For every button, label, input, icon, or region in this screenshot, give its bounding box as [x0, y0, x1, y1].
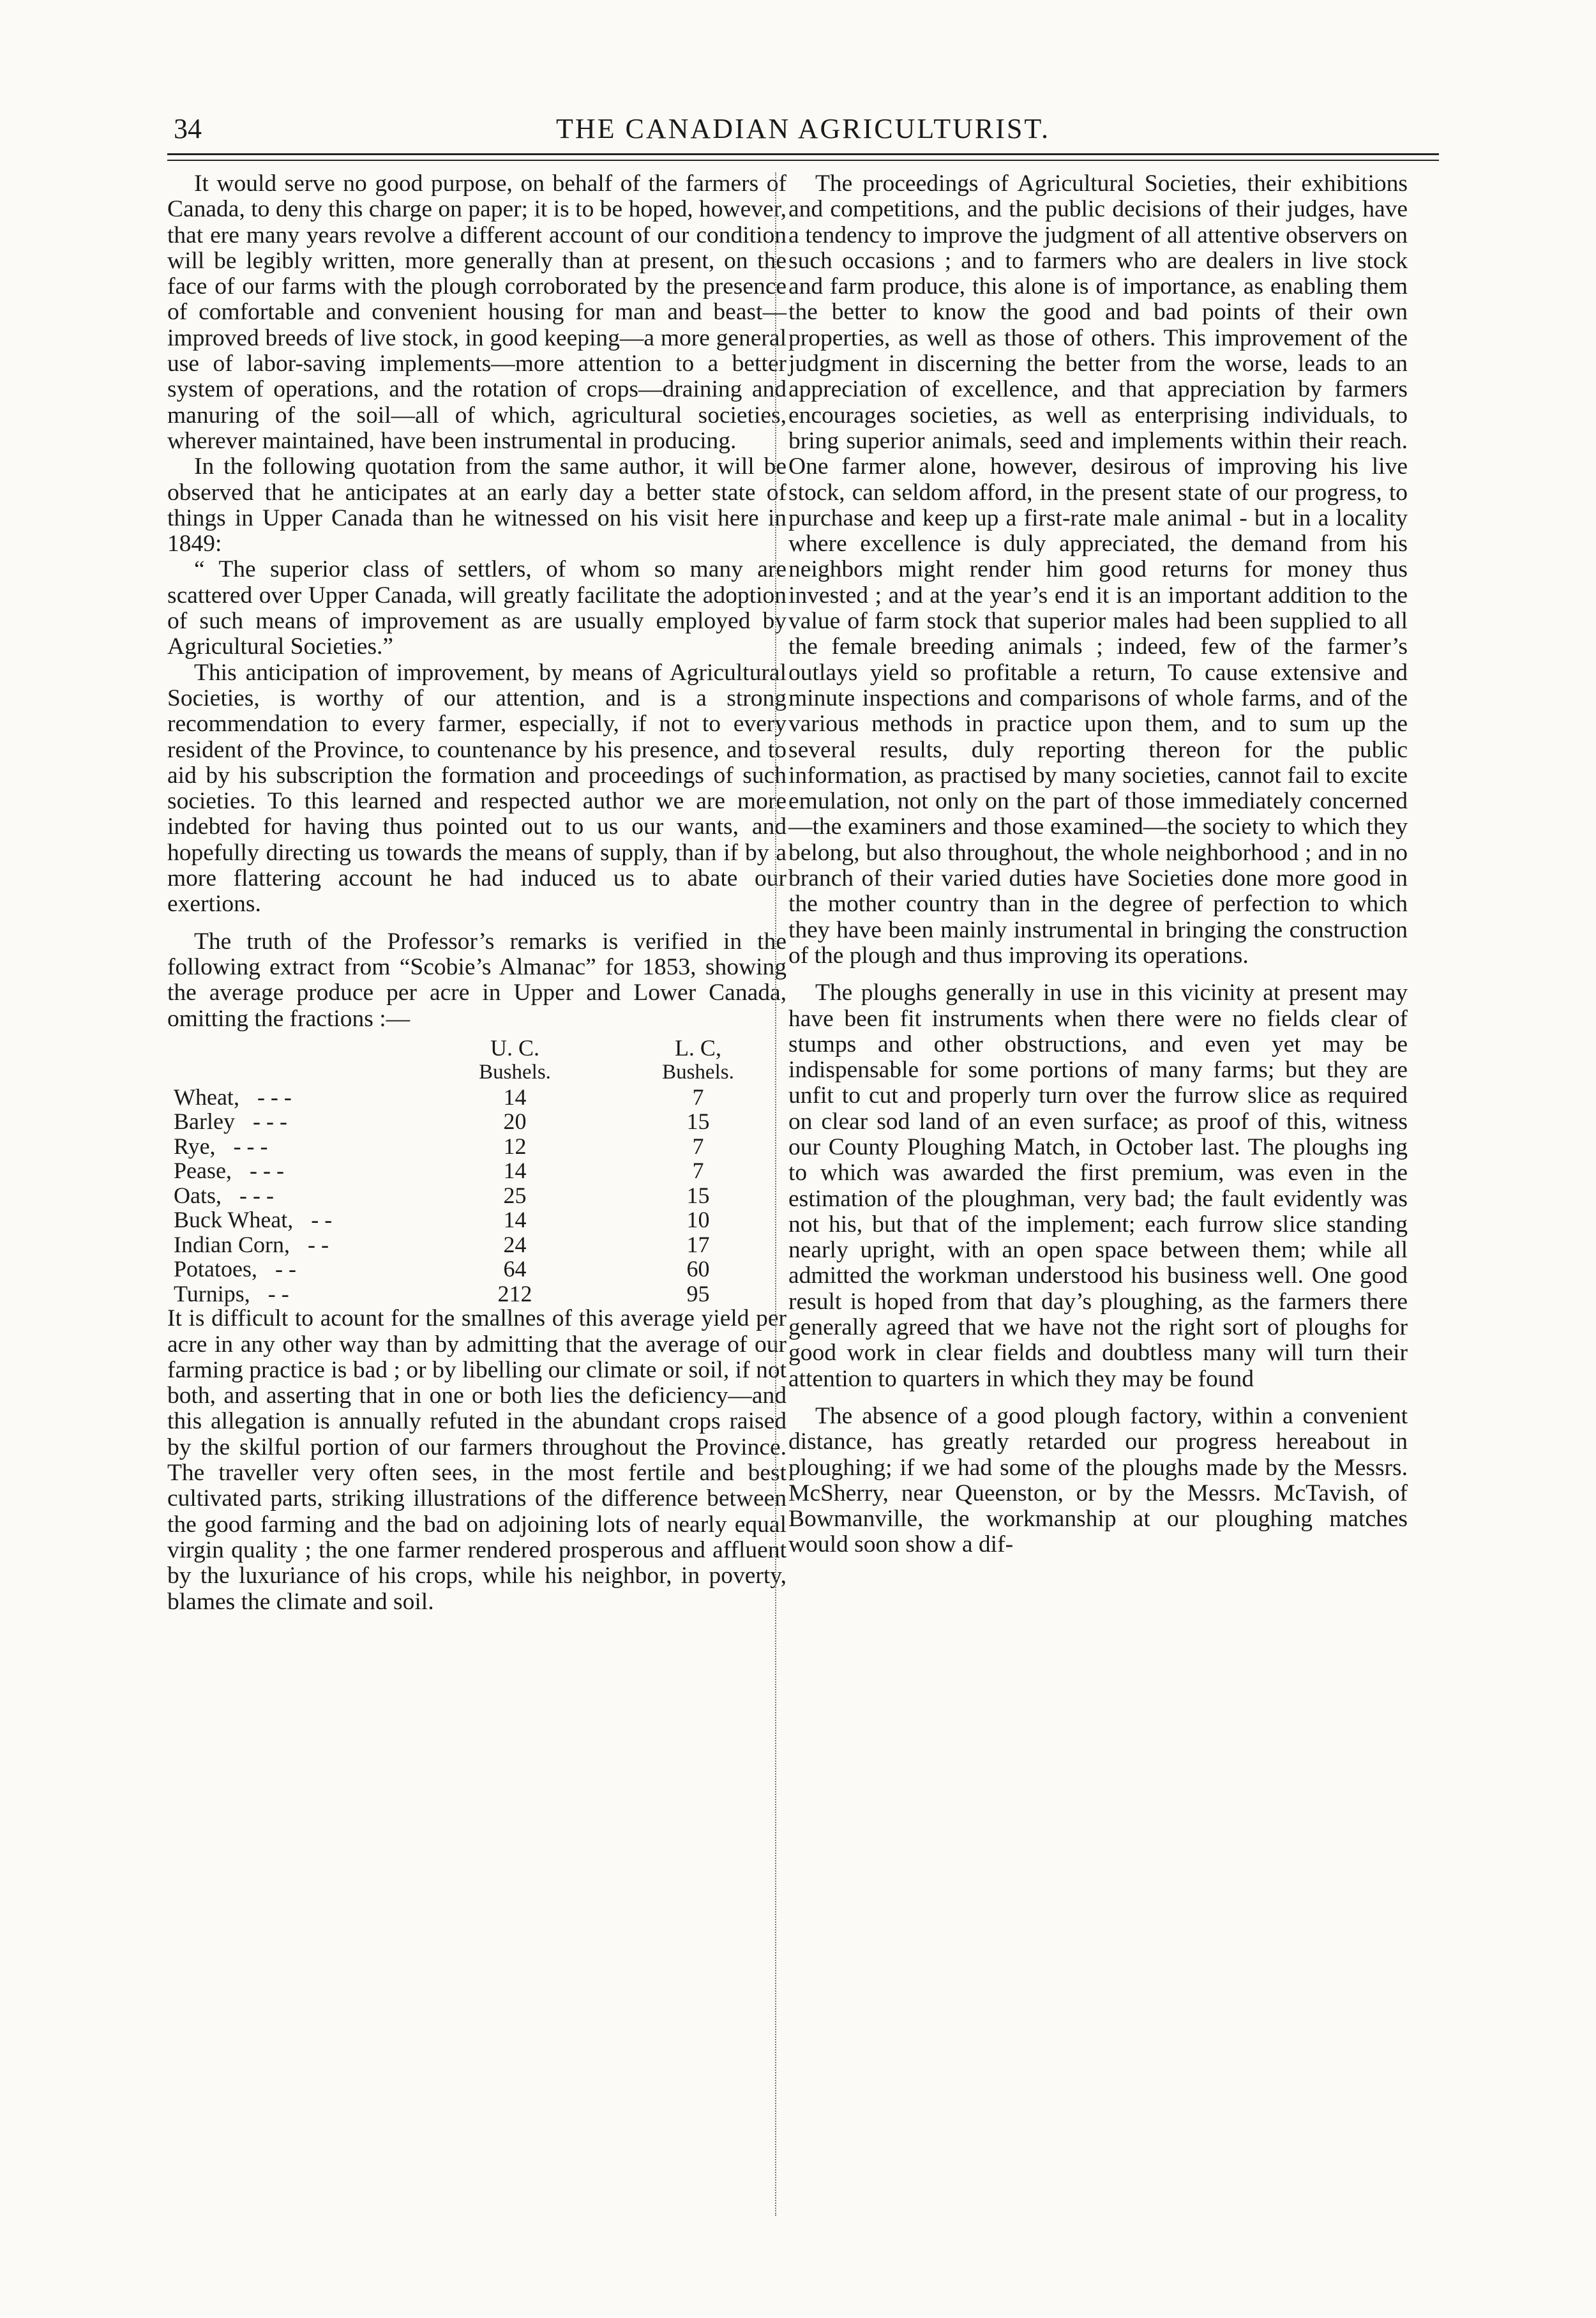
crop-yield-table: [167, 1036, 787, 1307]
block-quote: “ The superior class of settlers, of whom so many are scattered over Upper Canada, will greatly facilitate the adoption of such means of improvement as are usually employed by Agricultural Societies.”: [167, 556, 787, 660]
crop-name: Rye, - - -: [174, 1133, 268, 1159]
table-header-uc: U. C.: [490, 1034, 540, 1061]
table-unit-lc: Bushels.: [662, 1061, 734, 1084]
paragraph: It would serve no good purpose, on behalf of the farmers of Canada, to deny this charge on paper; it is to be hoped, however, that ere many years revolve a different account of our condition will be legibly written, more generally than at present, on the face of our farms with the plough corroborated by the presence of comfortable and convenient housing for man and beast—improved breeds of live stock, in good keeping—a more general use of labor-saving implements—more attention to a better system of operations, and the rotation of crops—draining and manuring of the soil—all of which, agricultural societies, wherever maintained, have been instrumental in producing.: [167, 170, 787, 454]
running-title: THE CANADIAN AGRICULTURIST.: [556, 113, 1050, 144]
header-rule-double: [167, 160, 1439, 161]
table-row: [167, 1208, 787, 1232]
crop-name: Wheat, - - -: [174, 1084, 292, 1110]
lc-value: 7: [692, 1084, 704, 1110]
lc-value: 60: [686, 1256, 710, 1282]
table-body: [167, 1085, 787, 1307]
crop-name: Barley - - -: [174, 1109, 287, 1135]
table-row: [167, 1282, 787, 1307]
table-row: [167, 1158, 787, 1183]
table-row: [167, 1085, 787, 1110]
crop-name: Buck Wheat, - -: [174, 1207, 333, 1233]
paragraph: The absence of a good plough factory, within a convenient distance, has greatly retarded our progress hereabout in ploughing; if we had some of the ploughs made by the Messrs. McSherry, near Queenston, or by the Messrs. McTavish, of Bowmanville, the workmanship at our ploughing matches would soon show a dif-: [788, 1402, 1408, 1558]
paragraph: In the following quotation from the same author, it will be observed that he anticipates at an early day a better state of things in Upper Canada than he witnessed on his visit here in 1849:: [167, 453, 787, 557]
table-row: [167, 1134, 787, 1159]
uc-value: 64: [503, 1256, 527, 1282]
lc-value: 17: [686, 1231, 710, 1257]
table-units-row: [167, 1060, 787, 1085]
right-column: [788, 171, 1408, 1558]
uc-value: 14: [503, 1207, 527, 1233]
uc-value: 12: [503, 1133, 527, 1159]
crop-name: Turnips, - -: [174, 1280, 289, 1307]
crop-name: Potatoes, - -: [174, 1256, 296, 1282]
table-row: [167, 1232, 787, 1257]
table-row: [167, 1109, 787, 1134]
table-header-lc: L. C,: [674, 1034, 721, 1061]
table-unit-uc: Bushels.: [479, 1061, 551, 1084]
paragraph: The ploughs generally in use in this vicinity at present may have been fit instruments when there were no fields clear of stumps and other obstructions, and even yet may be indispensable for some portions of many farms; but they are unfit to cut and properly turn over the furrow slice as required on clear sod land of an even surface; as proof of this, witness our County Ploughing Match, in October last. The ploughs ing to which was awarded the first premium, was even in the estimation of the ploughman, very bad; the fault evidently was not his, but that of the implement; each furrow slice standing nearly upright, with an open space between them; while all admitted the workman understood his business well. One good result is hoped from that day’s ploughing, as the farmers there generally agreed that we have not the right sort of ploughs for good work in clear fields and doubtless many will turn their attention to quarters in which they may be found: [788, 980, 1408, 1392]
crop-name: Indian Corn, - -: [174, 1231, 329, 1257]
page-number: 34: [174, 113, 202, 144]
table-header-row: [167, 1036, 787, 1061]
table-row: [167, 1183, 787, 1208]
paragraph: The truth of the Professor’s remarks is verified in the following extract from “Scobie’s Almanac” for 1853, showing the average produce per acre in Upper and Lower Canada, omitting the fractions :—: [167, 928, 787, 1032]
lc-value: 95: [686, 1280, 710, 1307]
lc-value: 15: [686, 1109, 710, 1135]
paragraph: This anticipation of improvement, by means of Agricultural Societies, is worthy of our attention, and is a strong recommendation to every farmer, especially, if not to every resident of the Province, to countenance by his presence, and to aid by his subscription the formation and proceedings of such societies. To this learned and respected author we are more indebted for having thus pointed out to us our wants, and hopefully directing us towards the means of supply, than if by a more flattering account he had induced us to abate our exertions.: [167, 659, 787, 918]
uc-value: 25: [503, 1182, 527, 1208]
crop-name: Pease, - - -: [174, 1158, 284, 1184]
uc-value: 20: [503, 1109, 527, 1135]
paragraph: It is difficult to acount for the smallnes of this average yield per acre in any other way than by admitting that the average of our farming practice is bad ; or by libelling our climate or soil, if not both, and asserting that in one or both lies the deficiency—and this allegation is annually refuted in the abundant crops raised by the skilful portion of our farmers throughout the Province. The traveller very often sees, in the most fertile and best cultivated parts, striking illustrations of the difference between the good farming and the bad on adjoining lots of nearly equal virgin quality ; the one farmer rendered prosperous and affluent by the luxuriance of his crops, while his neighbor, in poverty, blames the climate and soil.: [167, 1305, 787, 1615]
lc-value: 7: [692, 1158, 704, 1184]
lc-value: 10: [686, 1207, 710, 1233]
crop-name: Oats, - - -: [174, 1182, 274, 1208]
lc-value: 7: [692, 1133, 704, 1159]
uc-value: 14: [503, 1084, 527, 1110]
paragraph: The proceedings of Agricultural Societies, their exhibitions and competitions, and the public decisions of their judges, have a tendency to improve the judgment of all attentive observers on such occasions ; and to farmers who are dealers in live stock and farm produce, this alone is of importance, as enabling them the better to know the good and bad points of their own properties, as well as those of others. This improvement of the judgment in discerning the better from the worse, leads to an appreciation of excellence, and that appreciation by farmers encourages societies, as well as enterprising individuals, to bring superior animals, seed and implements within their reach. One farmer alone, however, desirous of improving his live stock, can seldom afford, in the present state of our progress, to purchase and keep up a first-rate male animal - but in a locality where excellence is duly appreciated, the demand from his neighbors might render him good returns for money thus invested ; and at the year’s end it is an important addition to the value of farm stock that superior males had been supplied to all the female breeding animals ; indeed, few of the farmer’s outlays yield so profitable a return, To cause extensive and minute inspections and comparisons of whole farms, and of the various methods in practice upon them, and to sum up the several results, duly reporting thereon for the public information, as practised by many societies, cannot fail to excite emulation, not only on the part of those immediately concerned—the examiners and those examined—the society to which they belong, but also throughout, the whole neighborhood ; and in no branch of their varied duties have Societies done more good in the mother country than in the degree of perfection to which they have been mainly instrumental in bringing the construction of the plough and thus improving its operations.: [788, 170, 1408, 969]
lc-value: 15: [686, 1182, 710, 1208]
page-header: [167, 109, 1439, 153]
uc-value: 24: [503, 1231, 527, 1257]
table-row: [167, 1257, 787, 1282]
uc-value: 212: [497, 1280, 532, 1307]
table-header-blank: [167, 1036, 420, 1061]
header-rule: [167, 153, 1439, 155]
left-column: [167, 171, 787, 1615]
column-divider: [775, 172, 776, 2216]
uc-value: 14: [503, 1158, 527, 1184]
